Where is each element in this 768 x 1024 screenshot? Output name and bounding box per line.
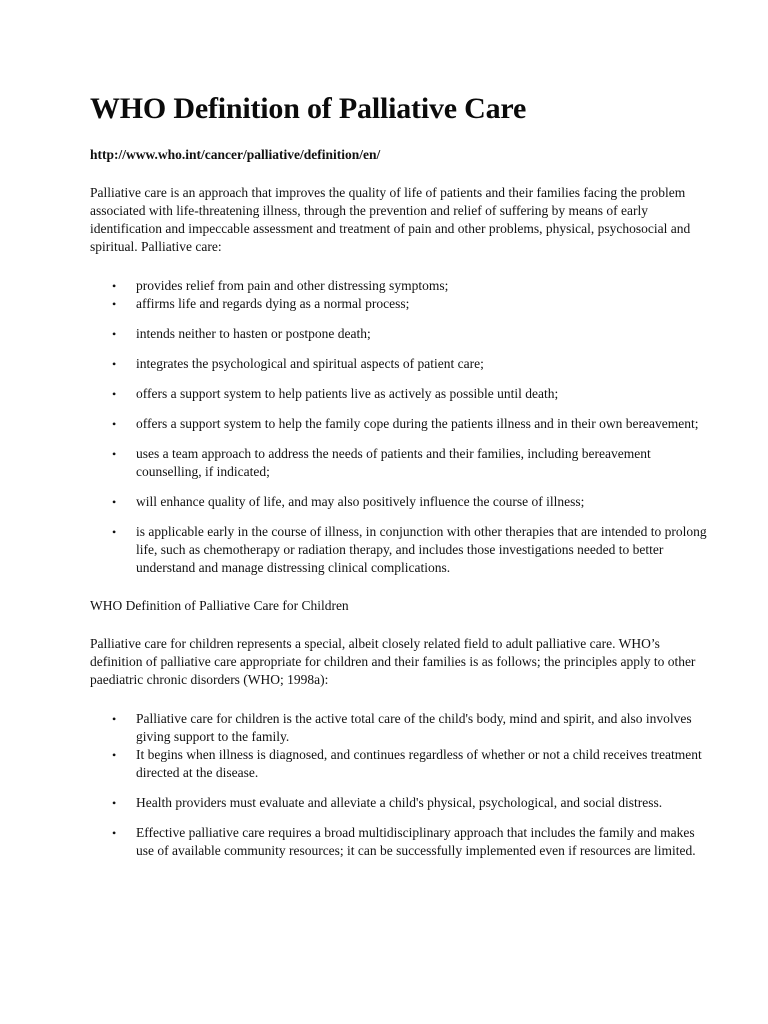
list-item [90,746,708,782]
bullet-icon: • [112,525,117,539]
children-section-heading: WHO Definition of Palliative Care for Children [90,598,349,613]
bullet-icon: • [112,417,117,431]
list-item-text: Palliative care for children is the active total care of the child's body, mind and spirit, and also involves giving support to the family. [136,711,692,744]
list-item [90,277,708,295]
list-item-text: will enhance quality of life, and may also positively influence the course of illness; [136,494,585,509]
list-item [90,445,708,481]
list-item-text: offers a support system to help the family cope during the patients illness and in their own bereavement; [136,416,699,431]
bullet-icon: • [112,297,117,311]
list-item-text: affirms life and regards dying as a normal process; [136,296,410,311]
bullet-icon: • [112,447,117,461]
bullet-icon: • [112,712,117,726]
children-care-list [90,710,708,860]
bullet-icon: • [112,826,117,840]
bullet-icon: • [112,796,117,810]
list-item [90,325,708,343]
list-item [90,355,708,373]
palliative-care-list [90,277,708,577]
bullet-icon: • [112,495,117,509]
intro-paragraph: Palliative care is an approach that improves the quality of life of patients and their families facing the problem associated with life-threatening illness, through the prevention and relief of suffering by means of early identification and impeccable assessment and treatment of pain and other problems, physical, psychosocial and spiritual. Palliative care: [90,185,691,254]
list-item-text: Health providers must evaluate and alleviate a child's physical, psychological, and social distress. [136,795,663,810]
bullet-icon: • [112,327,117,341]
list-item [90,523,708,577]
bullet-icon: • [112,748,117,762]
page-title: WHO Definition of Palliative Care [90,92,527,125]
children-intro-paragraph: Palliative care for children represents a special, albeit closely related field to adult palliative care. WHO’s definition of palliative care appropriate for children and their families is as follows; the principles apply to other paediatric chronic disorders (WHO; 1998a): [90,636,696,687]
list-item-text: It begins when illness is diagnosed, and continues regardless of whether or not a child receives treatment directed at the disease. [136,747,702,780]
list-item [90,415,708,433]
list-item-text: integrates the psychological and spiritual aspects of patient care; [136,356,484,371]
bullet-icon: • [112,357,117,371]
list-item-text: intends neither to hasten or postpone death; [136,326,371,341]
list-item-text: offers a support system to help patients live as actively as possible until death; [136,386,559,401]
list-item-text: Effective palliative care requires a broad multidisciplinary approach that includes the family and makes use of available community resources; it can be successfully implemented even if resources are limited. [136,825,696,858]
bullet-icon: • [112,387,117,401]
list-item [90,385,708,403]
list-item-text: provides relief from pain and other distressing symptoms; [136,278,449,293]
list-item-text: uses a team approach to address the needs of patients and their families, including bereavement counselling, if indicated; [136,446,651,479]
bullet-icon: • [112,279,117,293]
list-item-text: is applicable early in the course of illness, in conjunction with other therapies that are intended to prolong life, such as chemotherapy or radiation therapy, and includes those investigations needed to better understand and manage distressing clinical complications. [136,524,707,575]
source-url: http://www.who.int/cancer/palliative/definition/en/ [90,147,381,162]
list-item [90,710,708,746]
list-item [90,295,708,313]
list-item [90,824,708,860]
list-item [90,493,708,511]
list-item [90,794,708,812]
